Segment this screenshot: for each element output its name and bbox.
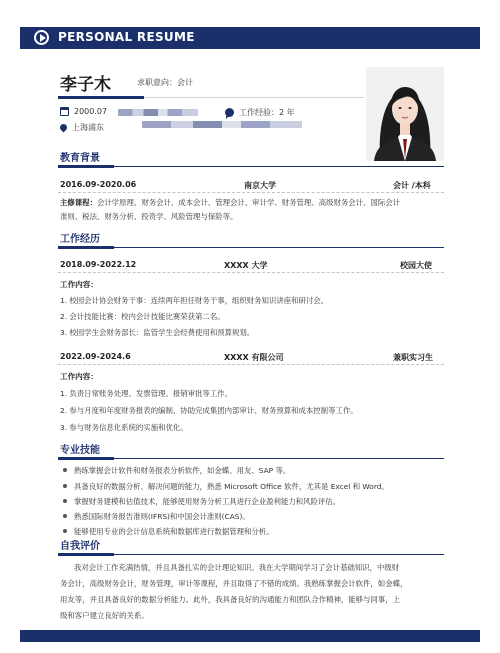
list-item: 1. 负责日常账务处理、发票管理、报销审批等工作。: [60, 389, 232, 398]
calendar-icon: [60, 107, 69, 116]
work-section-header: [58, 230, 444, 248]
profile-photo: [366, 67, 444, 161]
job-role: 兼职实习生: [393, 353, 433, 362]
education-degree: 会计 /本科: [393, 181, 431, 190]
skill-item: 掌握财务建模和估值技术，能够使用财务分析工具进行企业盈利能力和风险评估。: [62, 496, 442, 507]
section-rule-accent: [58, 165, 114, 168]
experience-info: [225, 107, 295, 118]
section-title: 自我评价: [60, 541, 100, 552]
section-rule: [58, 458, 444, 459]
dashed-divider: [58, 272, 444, 273]
job-intention: 求职意向：会计: [137, 78, 193, 87]
birth-info: [60, 107, 107, 116]
skills-section-header: [58, 441, 444, 459]
section-rule-accent: [58, 246, 114, 249]
job-org: XXXX 大学: [224, 261, 268, 270]
list-item: 1. 校园会计协会财务干事：连续两年担任财务干事，组织财务知识讲座和研讨会。: [60, 296, 329, 305]
work-experience: 工作经验：2 年: [239, 108, 295, 117]
location-info: [60, 122, 104, 133]
courses-line2: 准则、税法、财务分析、投资学、风险管理与保险等。: [60, 212, 238, 221]
birth-date: 2000.07: [74, 107, 108, 116]
chat-icon: [225, 108, 234, 117]
section-title: 专业技能: [60, 445, 100, 456]
candidate-name: 李子木: [60, 75, 111, 95]
skill-item: 具备良好的数据分析、解决问题的能力，熟悉 Microsoft Office 软件，尤其是 Excel 和 Word。: [62, 481, 442, 492]
location: 上海浦东: [72, 123, 104, 132]
list-item: 2. 会计技能比赛：校内会计技能比赛荣获第二名。: [60, 312, 225, 321]
dashed-divider: [58, 364, 444, 365]
section-rule-accent: [58, 457, 114, 460]
section-rule: [58, 554, 444, 555]
job-content-label: 工作内容：: [60, 280, 98, 289]
redacted-text: [142, 121, 302, 128]
location-pin-icon: [59, 123, 69, 133]
courses-label: 主修课程：: [60, 198, 97, 207]
play-circle-icon: [34, 30, 49, 45]
education-courses: [60, 196, 444, 224]
self-eval-line: 级和客户建立良好的关系。: [60, 611, 149, 620]
courses-line1: 会计学原理、财务会计、成本会计、管理会计、审计学、财务管理、高级财务会计、国际会计: [96, 198, 400, 207]
header-bar: [20, 27, 480, 49]
self-eval-section-header: [58, 537, 444, 555]
job-role: 校园大使: [400, 261, 432, 270]
self-eval-line: 我对会计工作充满热情，并且具备扎实的会计理论知识。我在大学期间学习了会计基础知识，中级财: [74, 563, 400, 572]
list-item: 2. 参与月度和年度财务报表的编制、协助完成集团内部审计、财务预算和成本控制等工作。: [60, 406, 358, 415]
self-eval-line: 务会计，高级财务会计，财务管理，审计等课程，并且取得了不错的成绩。我熟练掌握会计软件，如金蝶，: [60, 579, 408, 588]
name-underline: [58, 96, 144, 99]
skill-item: 能够使用专业的会计信息系统和数据库进行数据管理和分析。: [62, 526, 442, 537]
section-rule: [58, 166, 444, 167]
skill-item: 熟悉国际财务报告准则(IFRS)和中国会计准则(CAS)。: [62, 511, 442, 522]
list-item: 3. 校园学生会财务部长：监管学生会经费使用和预算规划。: [60, 328, 255, 337]
section-title: 工作经历: [60, 234, 100, 245]
job-content-label: 工作内容：: [60, 372, 98, 381]
section-title: 教育背景: [60, 153, 100, 164]
redacted-text: [118, 109, 198, 116]
education-period: 2016.09-2020.06: [60, 180, 137, 189]
job-period: 2022.09-2024.6: [60, 352, 131, 361]
job-period: 2018.09-2022.12: [60, 260, 137, 269]
education-section-header: [58, 149, 444, 167]
name-divider: [144, 97, 364, 98]
resume-page: [20, 18, 480, 642]
list-item: 3. 参与财务信息化系统的实施和优化。: [60, 423, 188, 432]
dashed-divider: [58, 192, 444, 193]
skill-item: 熟练掌握会计软件和财务报表分析软件，如金蝶、用友、SAP 等。: [62, 465, 442, 476]
self-eval-line: 用友等，并且具备良好的数据分析能力。此外，我具备良好的沟通能力和团队合作精神，能够与同事，上: [60, 595, 400, 604]
section-rule-accent: [58, 553, 114, 556]
header-title: PERSONAL RESUME: [58, 30, 195, 44]
job-org: XXXX 有限公司: [224, 353, 284, 362]
footer-bar: [20, 630, 480, 642]
education-school: 南京大学: [244, 181, 276, 190]
section-rule: [58, 247, 444, 248]
